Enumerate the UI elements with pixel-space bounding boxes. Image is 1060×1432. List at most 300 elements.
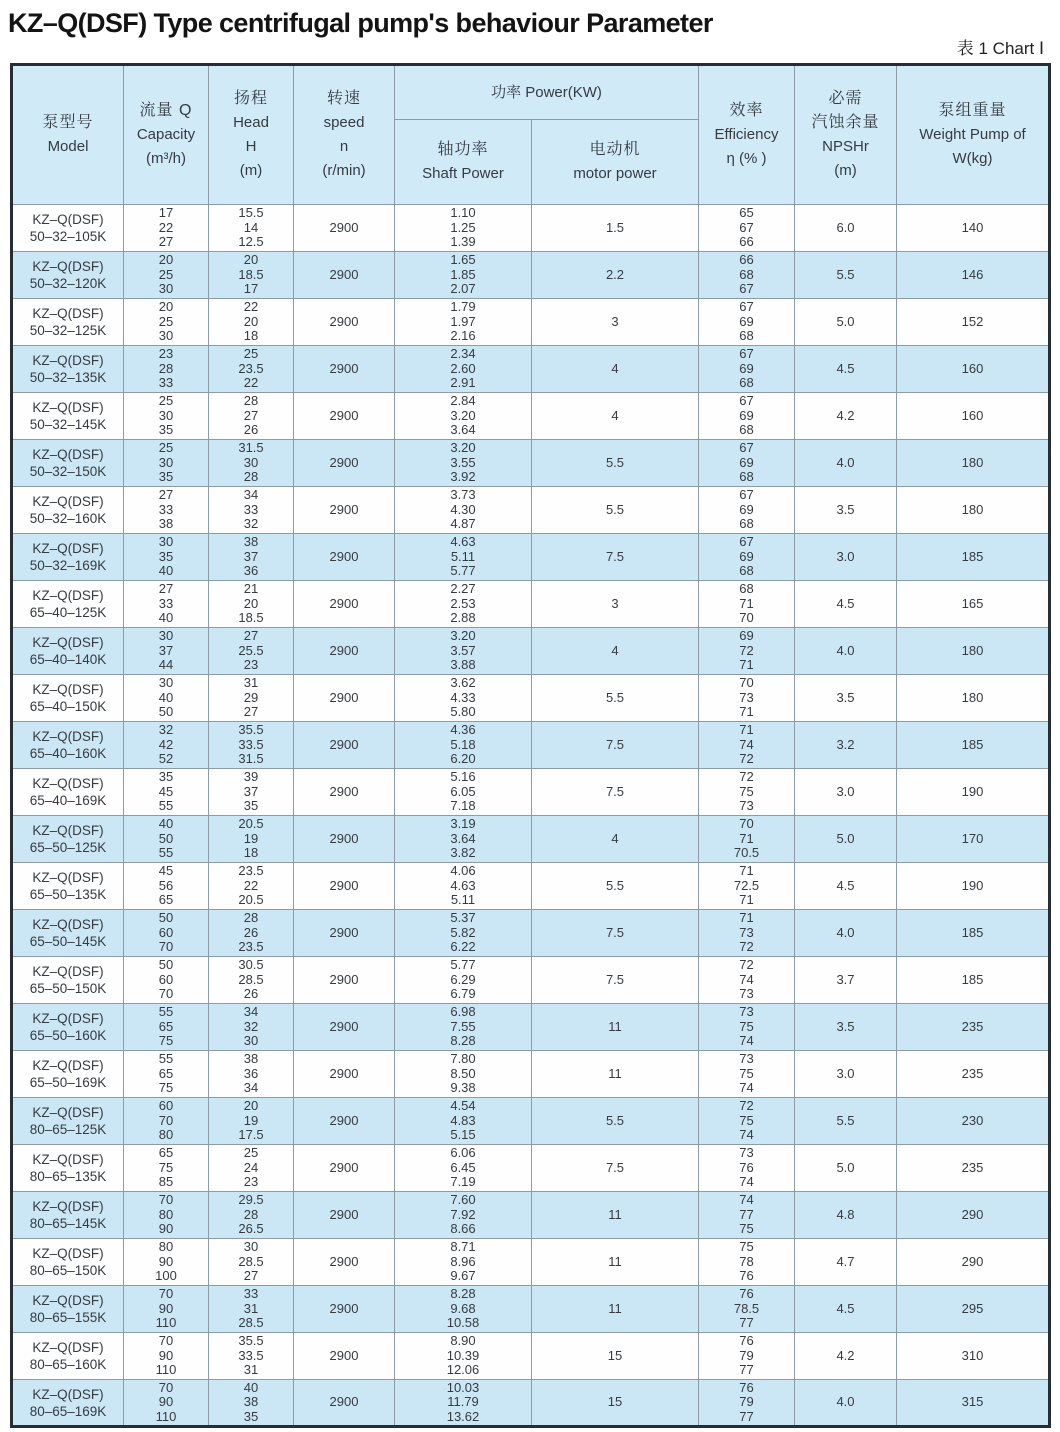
capacity-cell: 65 75 85 bbox=[124, 1145, 209, 1192]
weight-cell: 185 bbox=[897, 534, 1050, 581]
weight-cell: 180 bbox=[897, 487, 1050, 534]
npshr-cell: 4.5 bbox=[795, 863, 897, 910]
head-cell: 31.5 30 28 bbox=[209, 440, 294, 487]
efficiency-cell: 69 72 71 bbox=[699, 628, 795, 675]
shaft-power-cell: 5.37 5.82 6.22 bbox=[395, 910, 532, 957]
npshr-cell: 4.2 bbox=[795, 393, 897, 440]
efficiency-cell: 71 72.5 71 bbox=[699, 863, 795, 910]
motor-power-cell: 3 bbox=[532, 581, 699, 628]
weight-cell: 185 bbox=[897, 957, 1050, 1004]
shaft-power-cell: 2.34 2.60 2.91 bbox=[395, 346, 532, 393]
speed-cell: 2900 bbox=[294, 346, 395, 393]
motor-power-cell: 11 bbox=[532, 1192, 699, 1239]
speed-cell: 2900 bbox=[294, 440, 395, 487]
npshr-cell: 3.5 bbox=[795, 675, 897, 722]
head-cell: 25 23.5 22 bbox=[209, 346, 294, 393]
model-cell: KZ–Q(DSF) 65–50–150K bbox=[12, 957, 124, 1004]
header-npshr-zh2: 汽蚀余量 bbox=[811, 114, 880, 131]
capacity-cell: 70 90 110 bbox=[124, 1380, 209, 1427]
shaft-power-cell: 10.03 11.79 13.62 bbox=[395, 1380, 532, 1427]
efficiency-cell: 72 75 74 bbox=[699, 1098, 795, 1145]
table-row bbox=[12, 487, 1050, 534]
npshr-cell: 4.0 bbox=[795, 910, 897, 957]
capacity-cell: 45 56 65 bbox=[124, 863, 209, 910]
header-efficiency-zh: 效率 bbox=[729, 102, 764, 119]
model-cell: KZ–Q(DSF) 65–50–145K bbox=[12, 910, 124, 957]
shaft-power-cell: 3.62 4.33 5.80 bbox=[395, 675, 532, 722]
motor-power-cell: 11 bbox=[532, 1286, 699, 1333]
npshr-cell: 5.0 bbox=[795, 1145, 897, 1192]
weight-cell: 290 bbox=[897, 1239, 1050, 1286]
header-efficiency-symbol: η (% ) bbox=[726, 150, 767, 167]
capacity-cell: 32 42 52 bbox=[124, 722, 209, 769]
efficiency-cell: 74 77 75 bbox=[699, 1192, 795, 1239]
head-cell: 31 29 27 bbox=[209, 675, 294, 722]
table-row bbox=[12, 1333, 1050, 1380]
capacity-cell: 27 33 38 bbox=[124, 487, 209, 534]
table-row bbox=[12, 675, 1050, 722]
weight-cell: 235 bbox=[897, 1004, 1050, 1051]
shaft-power-cell: 2.84 3.20 3.64 bbox=[395, 393, 532, 440]
capacity-cell: 30 40 50 bbox=[124, 675, 209, 722]
table-row bbox=[12, 1192, 1050, 1239]
model-cell: KZ–Q(DSF) 80–65–135K bbox=[12, 1145, 124, 1192]
header-speed bbox=[294, 65, 395, 205]
model-cell: KZ–Q(DSF) 80–65–145K bbox=[12, 1192, 124, 1239]
header-weight bbox=[897, 65, 1050, 205]
pump-parameter-table bbox=[10, 63, 1051, 1428]
shaft-power-cell: 3.20 3.57 3.88 bbox=[395, 628, 532, 675]
motor-power-cell: 15 bbox=[532, 1380, 699, 1427]
speed-cell: 2900 bbox=[294, 487, 395, 534]
head-cell: 25 24 23 bbox=[209, 1145, 294, 1192]
shaft-power-cell: 4.54 4.83 5.15 bbox=[395, 1098, 532, 1145]
model-cell: KZ–Q(DSF) 65–40–150K bbox=[12, 675, 124, 722]
npshr-cell: 3.5 bbox=[795, 487, 897, 534]
header-shaft-power bbox=[395, 120, 532, 205]
head-cell: 35.5 33.5 31 bbox=[209, 1333, 294, 1380]
header-motor-power bbox=[532, 120, 699, 205]
page-title: KZ–Q(DSF) Type centrifugal pump's behaviour Parameter bbox=[8, 8, 713, 38]
speed-cell: 2900 bbox=[294, 1239, 395, 1286]
speed-cell: 2900 bbox=[294, 1286, 395, 1333]
motor-power-cell: 3 bbox=[532, 299, 699, 346]
npshr-cell: 3.0 bbox=[795, 1051, 897, 1098]
shaft-power-cell: 1.10 1.25 1.39 bbox=[395, 205, 532, 252]
weight-cell: 235 bbox=[897, 1051, 1050, 1098]
motor-power-cell: 7.5 bbox=[532, 957, 699, 1004]
speed-cell: 2900 bbox=[294, 910, 395, 957]
efficiency-cell: 76 78.5 77 bbox=[699, 1286, 795, 1333]
table-row bbox=[12, 910, 1050, 957]
npshr-cell: 3.0 bbox=[795, 769, 897, 816]
model-cell: KZ–Q(DSF) 65–50–160K bbox=[12, 1004, 124, 1051]
header-head-symbol: H bbox=[245, 138, 257, 155]
npshr-cell: 3.2 bbox=[795, 722, 897, 769]
speed-cell: 2900 bbox=[294, 769, 395, 816]
weight-cell: 180 bbox=[897, 628, 1050, 675]
header-efficiency bbox=[699, 65, 795, 205]
header-npshr-zh1: 必需 bbox=[828, 90, 863, 107]
capacity-cell: 25 30 35 bbox=[124, 440, 209, 487]
shaft-power-cell: 6.06 6.45 7.19 bbox=[395, 1145, 532, 1192]
npshr-cell: 4.2 bbox=[795, 1333, 897, 1380]
capacity-cell: 70 90 110 bbox=[124, 1286, 209, 1333]
efficiency-cell: 66 68 67 bbox=[699, 252, 795, 299]
motor-power-cell: 15 bbox=[532, 1333, 699, 1380]
header-speed-unit: (r/min) bbox=[322, 162, 366, 179]
motor-power-cell: 2.2 bbox=[532, 252, 699, 299]
npshr-cell: 5.5 bbox=[795, 252, 897, 299]
head-cell: 21 20 18.5 bbox=[209, 581, 294, 628]
model-cell: KZ–Q(DSF) 65–50–125K bbox=[12, 816, 124, 863]
table-row bbox=[12, 957, 1050, 1004]
npshr-cell: 4.0 bbox=[795, 628, 897, 675]
speed-cell: 2900 bbox=[294, 393, 395, 440]
header-npshr-unit: (m) bbox=[834, 162, 857, 179]
model-cell: KZ–Q(DSF) 50–32–150K bbox=[12, 440, 124, 487]
capacity-cell: 80 90 100 bbox=[124, 1239, 209, 1286]
model-cell: KZ–Q(DSF) 65–40–140K bbox=[12, 628, 124, 675]
head-cell: 22 20 18 bbox=[209, 299, 294, 346]
efficiency-cell: 67 69 68 bbox=[699, 393, 795, 440]
model-cell: KZ–Q(DSF) 80–65–150K bbox=[12, 1239, 124, 1286]
shaft-power-cell: 5.16 6.05 7.18 bbox=[395, 769, 532, 816]
capacity-cell: 23 28 33 bbox=[124, 346, 209, 393]
motor-power-cell: 5.5 bbox=[532, 487, 699, 534]
header-weight-unit: W(kg) bbox=[952, 150, 993, 167]
header-shaft-power-zh: 轴功率 bbox=[437, 141, 489, 158]
head-cell: 23.5 22 20.5 bbox=[209, 863, 294, 910]
capacity-cell: 70 90 110 bbox=[124, 1333, 209, 1380]
table-row bbox=[12, 1286, 1050, 1333]
motor-power-cell: 11 bbox=[532, 1004, 699, 1051]
capacity-cell: 30 37 44 bbox=[124, 628, 209, 675]
npshr-cell: 4.8 bbox=[795, 1192, 897, 1239]
head-cell: 15.5 14 12.5 bbox=[209, 205, 294, 252]
shaft-power-cell: 7.80 8.50 9.38 bbox=[395, 1051, 532, 1098]
speed-cell: 2900 bbox=[294, 1192, 395, 1239]
head-cell: 34 32 30 bbox=[209, 1004, 294, 1051]
model-cell: KZ–Q(DSF) 80–65–155K bbox=[12, 1286, 124, 1333]
shaft-power-cell: 4.06 4.63 5.11 bbox=[395, 863, 532, 910]
npshr-cell: 4.0 bbox=[795, 440, 897, 487]
head-cell: 38 37 36 bbox=[209, 534, 294, 581]
speed-cell: 2900 bbox=[294, 957, 395, 1004]
speed-cell: 2900 bbox=[294, 1145, 395, 1192]
npshr-cell: 5.0 bbox=[795, 816, 897, 863]
speed-cell: 2900 bbox=[294, 252, 395, 299]
capacity-cell: 55 65 75 bbox=[124, 1051, 209, 1098]
table-row bbox=[12, 252, 1050, 299]
model-cell: KZ–Q(DSF) 65–50–169K bbox=[12, 1051, 124, 1098]
efficiency-cell: 73 75 74 bbox=[699, 1004, 795, 1051]
header-capacity-zh: 流量 Q bbox=[139, 102, 193, 119]
efficiency-cell: 76 79 77 bbox=[699, 1380, 795, 1427]
model-cell: KZ–Q(DSF) 65–50–135K bbox=[12, 863, 124, 910]
header-weight-en: Weight Pump of bbox=[919, 126, 1026, 143]
table-row bbox=[12, 769, 1050, 816]
shaft-power-cell: 3.19 3.64 3.82 bbox=[395, 816, 532, 863]
npshr-cell: 4.5 bbox=[795, 581, 897, 628]
speed-cell: 2900 bbox=[294, 816, 395, 863]
capacity-cell: 17 22 27 bbox=[124, 205, 209, 252]
motor-power-cell: 7.5 bbox=[532, 1145, 699, 1192]
efficiency-cell: 70 71 70.5 bbox=[699, 816, 795, 863]
chart-number-label: 表 1 Chart Ⅰ bbox=[956, 39, 1044, 58]
header-capacity-unit: (m³/h) bbox=[146, 150, 186, 167]
speed-cell: 2900 bbox=[294, 1333, 395, 1380]
shaft-power-cell: 3.73 4.30 4.87 bbox=[395, 487, 532, 534]
capacity-cell: 20 25 30 bbox=[124, 252, 209, 299]
table-row bbox=[12, 205, 1050, 252]
efficiency-cell: 67 69 68 bbox=[699, 487, 795, 534]
weight-cell: 235 bbox=[897, 1145, 1050, 1192]
weight-cell: 170 bbox=[897, 816, 1050, 863]
capacity-cell: 20 25 30 bbox=[124, 299, 209, 346]
speed-cell: 2900 bbox=[294, 1380, 395, 1427]
head-cell: 30.5 28.5 26 bbox=[209, 957, 294, 1004]
table-row bbox=[12, 628, 1050, 675]
capacity-cell: 30 35 40 bbox=[124, 534, 209, 581]
head-cell: 20 18.5 17 bbox=[209, 252, 294, 299]
header-power-group-label: 功率 Power(KW) bbox=[491, 83, 602, 101]
table-row bbox=[12, 863, 1050, 910]
npshr-cell: 3.0 bbox=[795, 534, 897, 581]
efficiency-cell: 68 71 70 bbox=[699, 581, 795, 628]
motor-power-cell: 5.5 bbox=[532, 440, 699, 487]
model-cell: KZ–Q(DSF) 50–32–105K bbox=[12, 205, 124, 252]
speed-cell: 2900 bbox=[294, 722, 395, 769]
capacity-cell: 60 70 80 bbox=[124, 1098, 209, 1145]
efficiency-cell: 75 78 76 bbox=[699, 1239, 795, 1286]
motor-power-cell: 4 bbox=[532, 346, 699, 393]
header-speed-symbol: n bbox=[339, 138, 349, 155]
table-row bbox=[12, 346, 1050, 393]
model-cell: KZ–Q(DSF) 80–65–169K bbox=[12, 1380, 124, 1427]
weight-cell: 190 bbox=[897, 769, 1050, 816]
head-cell: 30 28.5 27 bbox=[209, 1239, 294, 1286]
table-row bbox=[12, 1098, 1050, 1145]
efficiency-cell: 70 73 71 bbox=[699, 675, 795, 722]
shaft-power-cell: 6.98 7.55 8.28 bbox=[395, 1004, 532, 1051]
capacity-cell: 35 45 55 bbox=[124, 769, 209, 816]
motor-power-cell: 4 bbox=[532, 393, 699, 440]
shaft-power-cell: 2.27 2.53 2.88 bbox=[395, 581, 532, 628]
motor-power-cell: 5.5 bbox=[532, 1098, 699, 1145]
head-cell: 28 27 26 bbox=[209, 393, 294, 440]
efficiency-cell: 67 69 68 bbox=[699, 346, 795, 393]
head-cell: 34 33 32 bbox=[209, 487, 294, 534]
shaft-power-cell: 4.36 5.18 6.20 bbox=[395, 722, 532, 769]
table-row bbox=[12, 1004, 1050, 1051]
header-efficiency-en: Efficiency bbox=[714, 126, 779, 143]
head-cell: 20.5 19 18 bbox=[209, 816, 294, 863]
shaft-power-cell: 8.71 8.96 9.67 bbox=[395, 1239, 532, 1286]
header-capacity-en: Capacity bbox=[136, 126, 196, 143]
table-row bbox=[12, 393, 1050, 440]
efficiency-cell: 76 79 77 bbox=[699, 1333, 795, 1380]
speed-cell: 2900 bbox=[294, 1051, 395, 1098]
capacity-cell: 55 65 75 bbox=[124, 1004, 209, 1051]
weight-cell: 146 bbox=[897, 252, 1050, 299]
capacity-cell: 40 50 55 bbox=[124, 816, 209, 863]
speed-cell: 2900 bbox=[294, 205, 395, 252]
header-model bbox=[12, 65, 124, 205]
motor-power-cell: 7.5 bbox=[532, 769, 699, 816]
weight-cell: 185 bbox=[897, 910, 1050, 957]
speed-cell: 2900 bbox=[294, 628, 395, 675]
header-shaft-power-en: Shaft Power bbox=[422, 165, 504, 182]
npshr-cell: 4.5 bbox=[795, 1286, 897, 1333]
npshr-cell: 5.5 bbox=[795, 1098, 897, 1145]
motor-power-cell: 4 bbox=[532, 628, 699, 675]
efficiency-cell: 73 75 74 bbox=[699, 1051, 795, 1098]
motor-power-cell: 7.5 bbox=[532, 722, 699, 769]
npshr-cell: 4.5 bbox=[795, 346, 897, 393]
head-cell: 20 19 17.5 bbox=[209, 1098, 294, 1145]
efficiency-cell: 72 75 73 bbox=[699, 769, 795, 816]
speed-cell: 2900 bbox=[294, 581, 395, 628]
npshr-cell: 5.0 bbox=[795, 299, 897, 346]
speed-cell: 2900 bbox=[294, 1004, 395, 1051]
weight-cell: 180 bbox=[897, 675, 1050, 722]
header-power-group bbox=[395, 65, 699, 120]
head-cell: 33 31 28.5 bbox=[209, 1286, 294, 1333]
weight-cell: 160 bbox=[897, 393, 1050, 440]
npshr-cell: 4.7 bbox=[795, 1239, 897, 1286]
weight-cell: 290 bbox=[897, 1192, 1050, 1239]
table-row bbox=[12, 1380, 1050, 1427]
speed-cell: 2900 bbox=[294, 299, 395, 346]
capacity-cell: 25 30 35 bbox=[124, 393, 209, 440]
model-cell: KZ–Q(DSF) 80–65–160K bbox=[12, 1333, 124, 1380]
shaft-power-cell: 7.60 7.92 8.66 bbox=[395, 1192, 532, 1239]
head-cell: 28 26 23.5 bbox=[209, 910, 294, 957]
weight-cell: 310 bbox=[897, 1333, 1050, 1380]
head-cell: 35.5 33.5 31.5 bbox=[209, 722, 294, 769]
efficiency-cell: 65 67 66 bbox=[699, 205, 795, 252]
header-npshr bbox=[795, 65, 897, 205]
motor-power-cell: 11 bbox=[532, 1051, 699, 1098]
efficiency-cell: 71 74 72 bbox=[699, 722, 795, 769]
weight-cell: 315 bbox=[897, 1380, 1050, 1427]
motor-power-cell: 7.5 bbox=[532, 534, 699, 581]
capacity-cell: 27 33 40 bbox=[124, 581, 209, 628]
motor-power-cell: 4 bbox=[532, 816, 699, 863]
motor-power-cell: 11 bbox=[532, 1239, 699, 1286]
npshr-cell: 3.5 bbox=[795, 1004, 897, 1051]
npshr-cell: 4.0 bbox=[795, 1380, 897, 1427]
weight-cell: 230 bbox=[897, 1098, 1050, 1145]
model-cell: KZ–Q(DSF) 65–40–160K bbox=[12, 722, 124, 769]
efficiency-cell: 67 69 68 bbox=[699, 299, 795, 346]
speed-cell: 2900 bbox=[294, 534, 395, 581]
header-head-unit: (m) bbox=[239, 162, 263, 179]
efficiency-cell: 73 76 74 bbox=[699, 1145, 795, 1192]
table-row bbox=[12, 722, 1050, 769]
header-head bbox=[209, 65, 294, 205]
table-row bbox=[12, 534, 1050, 581]
model-cell: KZ–Q(DSF) 65–40–125K bbox=[12, 581, 124, 628]
weight-cell: 180 bbox=[897, 440, 1050, 487]
model-cell: KZ–Q(DSF) 50–32–169K bbox=[12, 534, 124, 581]
weight-cell: 295 bbox=[897, 1286, 1050, 1333]
npshr-cell: 3.7 bbox=[795, 957, 897, 1004]
model-cell: KZ–Q(DSF) 50–32–145K bbox=[12, 393, 124, 440]
header-head-zh: 扬程 bbox=[233, 90, 268, 107]
model-cell: KZ–Q(DSF) 50–32–120K bbox=[12, 252, 124, 299]
efficiency-cell: 72 74 73 bbox=[699, 957, 795, 1004]
efficiency-cell: 67 69 68 bbox=[699, 534, 795, 581]
efficiency-cell: 71 73 72 bbox=[699, 910, 795, 957]
shaft-power-cell: 4.63 5.11 5.77 bbox=[395, 534, 532, 581]
capacity-cell: 50 60 70 bbox=[124, 957, 209, 1004]
shaft-power-cell: 8.28 9.68 10.58 bbox=[395, 1286, 532, 1333]
header-model-zh: 泵型号 bbox=[42, 114, 94, 131]
table-row bbox=[12, 299, 1050, 346]
speed-cell: 2900 bbox=[294, 863, 395, 910]
header-model-en: Model bbox=[47, 138, 89, 155]
weight-cell: 140 bbox=[897, 205, 1050, 252]
model-cell: KZ–Q(DSF) 50–32–135K bbox=[12, 346, 124, 393]
model-cell: KZ–Q(DSF) 50–32–125K bbox=[12, 299, 124, 346]
shaft-power-cell: 1.79 1.97 2.16 bbox=[395, 299, 532, 346]
npshr-cell: 6.0 bbox=[795, 205, 897, 252]
header-speed-en: speed bbox=[323, 114, 365, 131]
efficiency-cell: 67 69 68 bbox=[699, 440, 795, 487]
head-cell: 39 37 35 bbox=[209, 769, 294, 816]
head-cell: 40 38 35 bbox=[209, 1380, 294, 1427]
model-cell: KZ–Q(DSF) 50–32–160K bbox=[12, 487, 124, 534]
shaft-power-cell: 8.90 10.39 12.06 bbox=[395, 1333, 532, 1380]
table-row bbox=[12, 440, 1050, 487]
speed-cell: 2900 bbox=[294, 1098, 395, 1145]
header-motor-power-en: motor power bbox=[573, 165, 657, 182]
shaft-power-cell: 3.20 3.55 3.92 bbox=[395, 440, 532, 487]
header-weight-zh: 泵组重量 bbox=[938, 102, 1007, 119]
motor-power-cell: 1.5 bbox=[532, 205, 699, 252]
capacity-cell: 70 80 90 bbox=[124, 1192, 209, 1239]
model-cell: KZ–Q(DSF) 80–65–125K bbox=[12, 1098, 124, 1145]
shaft-power-cell: 1.65 1.85 2.07 bbox=[395, 252, 532, 299]
header-capacity bbox=[124, 65, 209, 205]
head-cell: 29.5 28 26.5 bbox=[209, 1192, 294, 1239]
table-row bbox=[12, 816, 1050, 863]
head-cell: 27 25.5 23 bbox=[209, 628, 294, 675]
capacity-cell: 50 60 70 bbox=[124, 910, 209, 957]
table-row bbox=[12, 1145, 1050, 1192]
table-row bbox=[12, 1051, 1050, 1098]
header-motor-power-zh: 电动机 bbox=[589, 141, 641, 158]
header-npshr-en: NPSHr bbox=[822, 138, 869, 155]
motor-power-cell: 5.5 bbox=[532, 863, 699, 910]
table-row bbox=[12, 581, 1050, 628]
header-head-en: Head bbox=[233, 114, 269, 131]
weight-cell: 160 bbox=[897, 346, 1050, 393]
weight-cell: 185 bbox=[897, 722, 1050, 769]
weight-cell: 152 bbox=[897, 299, 1050, 346]
table-row bbox=[12, 1239, 1050, 1286]
model-cell: KZ–Q(DSF) 65–40–169K bbox=[12, 769, 124, 816]
weight-cell: 190 bbox=[897, 863, 1050, 910]
motor-power-cell: 5.5 bbox=[532, 675, 699, 722]
shaft-power-cell: 5.77 6.29 6.79 bbox=[395, 957, 532, 1004]
head-cell: 38 36 34 bbox=[209, 1051, 294, 1098]
motor-power-cell: 7.5 bbox=[532, 910, 699, 957]
weight-cell: 165 bbox=[897, 581, 1050, 628]
header-speed-zh: 转速 bbox=[326, 90, 361, 107]
